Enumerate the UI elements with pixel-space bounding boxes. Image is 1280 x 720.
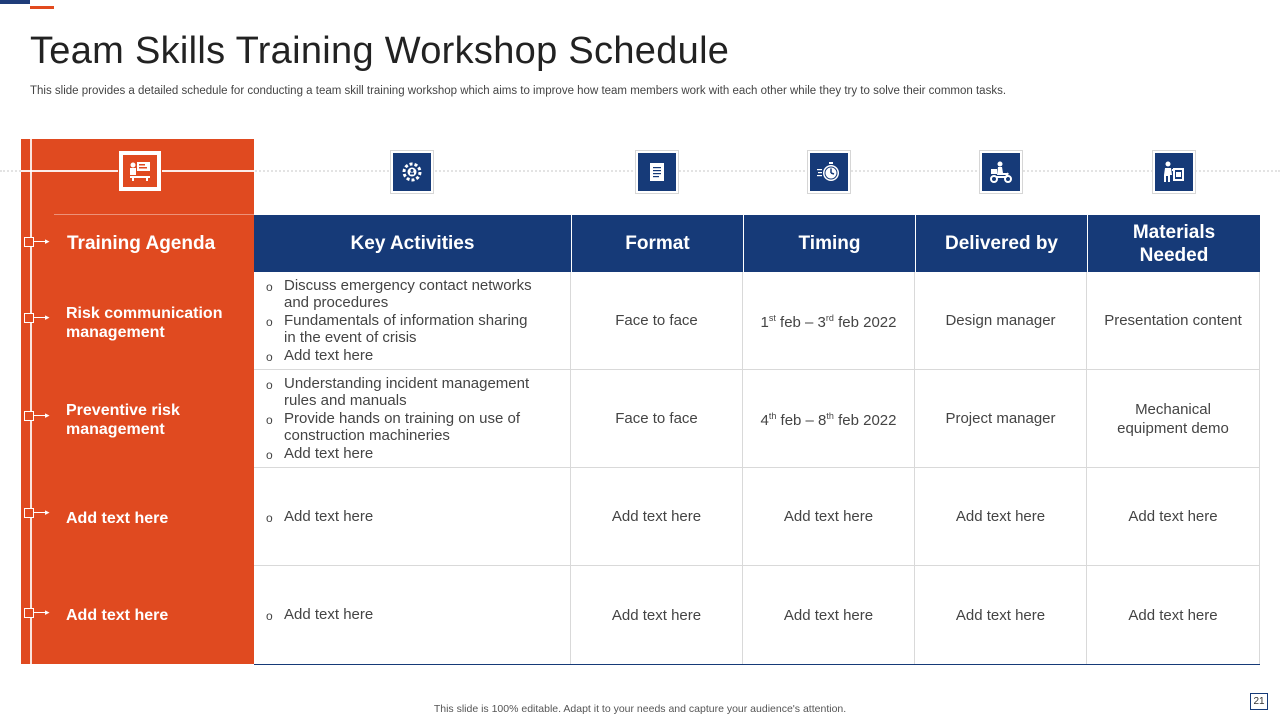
header-training-agenda <box>54 215 254 272</box>
table-cell-activities <box>254 370 571 468</box>
gear-people-icon <box>390 150 434 194</box>
table-cell-materials: Presentation content <box>1087 272 1260 370</box>
activities-list <box>266 508 373 526</box>
presentation-board-icon <box>118 150 162 192</box>
row-label-add-text-3: Add text here <box>66 510 169 527</box>
table-cell-timing: Add text here <box>743 468 915 566</box>
timeline-connector: ▸ <box>24 313 54 323</box>
timeline-connector: ▸ <box>24 508 54 518</box>
row-label-preventive-risk: Preventive risk management <box>66 402 180 438</box>
slide-footer: This slide is 100% editable. Adapt it to your needs and capture your audience's attention. <box>433 703 847 715</box>
table-cell-activities <box>254 468 571 566</box>
slide-subtitle: This slide provides a detailed schedule for conducting a team skill training workshop which aims to improve how team members work with each other while they try to solve their common tasks. <box>30 85 1007 97</box>
stopwatch-icon <box>807 150 851 194</box>
timeline-connector: ▸ <box>24 608 54 618</box>
table-cell-materials: Mechanical equipment demo <box>1087 370 1260 468</box>
header-delivered-by: Delivered by <box>915 215 1087 272</box>
timeline-connector: ▸ <box>24 411 54 421</box>
timeline-connector: ▸ <box>24 237 54 247</box>
header-materials-needed: Materials Needed <box>1087 215 1260 272</box>
schedule-table <box>254 272 1260 665</box>
slide-title: Team Skills Training Workshop Schedule <box>30 30 730 72</box>
row-label-add-text-4: Add text here <box>66 607 169 624</box>
table-cell-delivered-by: Design manager <box>915 272 1087 370</box>
list-item: o Provide hands on training on use of construction machineries <box>266 410 531 445</box>
list-item: o Fundamentals of information sharing in the event of crisis <box>266 312 536 347</box>
list-item: o Add text here <box>266 606 373 624</box>
table-cell-timing <box>743 272 915 370</box>
table-cell-timing <box>743 370 915 468</box>
header-timing: Timing <box>743 215 915 272</box>
table-cell-delivered-by: Add text here <box>915 566 1087 664</box>
timing-text: 1st feb – 3rd feb 2022 <box>760 313 897 331</box>
page-number: 21 <box>1250 693 1268 710</box>
document-icon <box>635 150 679 194</box>
delivery-scooter-icon <box>979 150 1023 194</box>
timing-text: 4th feb – 8th feb 2022 <box>760 411 897 429</box>
activities-list <box>266 375 531 463</box>
list-item: o Add text here <box>266 445 531 463</box>
timeline-line <box>30 139 32 664</box>
table-cell-format: Add text here <box>571 468 743 566</box>
list-item: o Add text here <box>266 508 373 526</box>
table-cell-activities <box>254 272 571 370</box>
table-cell-materials: Add text here <box>1087 566 1260 664</box>
activities-list <box>266 277 536 365</box>
top-accent-bar-blue <box>0 0 30 4</box>
table-cell-activities <box>254 566 571 664</box>
table-cell-delivered-by: Add text here <box>915 468 1087 566</box>
table-cell-timing: Add text here <box>743 566 915 664</box>
activities-list <box>266 606 373 624</box>
table-cell-format: Face to face <box>571 370 743 468</box>
table-cell-materials: Add text here <box>1087 468 1260 566</box>
table-cell-format: Face to face <box>571 272 743 370</box>
top-accent-bar-orange <box>30 6 54 9</box>
header-format: Format <box>571 215 743 272</box>
row-label-risk-communication: Risk communication management <box>66 305 223 341</box>
list-item: o Understanding incident management rules and manuals <box>266 375 531 410</box>
list-item: o Discuss emergency contact networks and procedures <box>266 277 536 312</box>
list-item: o Add text here <box>266 347 536 365</box>
agenda-header-divider <box>54 214 254 215</box>
table-cell-delivered-by: Project manager <box>915 370 1087 468</box>
table-cell-format: Add text here <box>571 566 743 664</box>
header-training-agenda-label: Training Agenda <box>67 232 216 254</box>
person-cart-icon <box>1152 150 1196 194</box>
header-key-activities: Key Activities <box>254 215 571 272</box>
